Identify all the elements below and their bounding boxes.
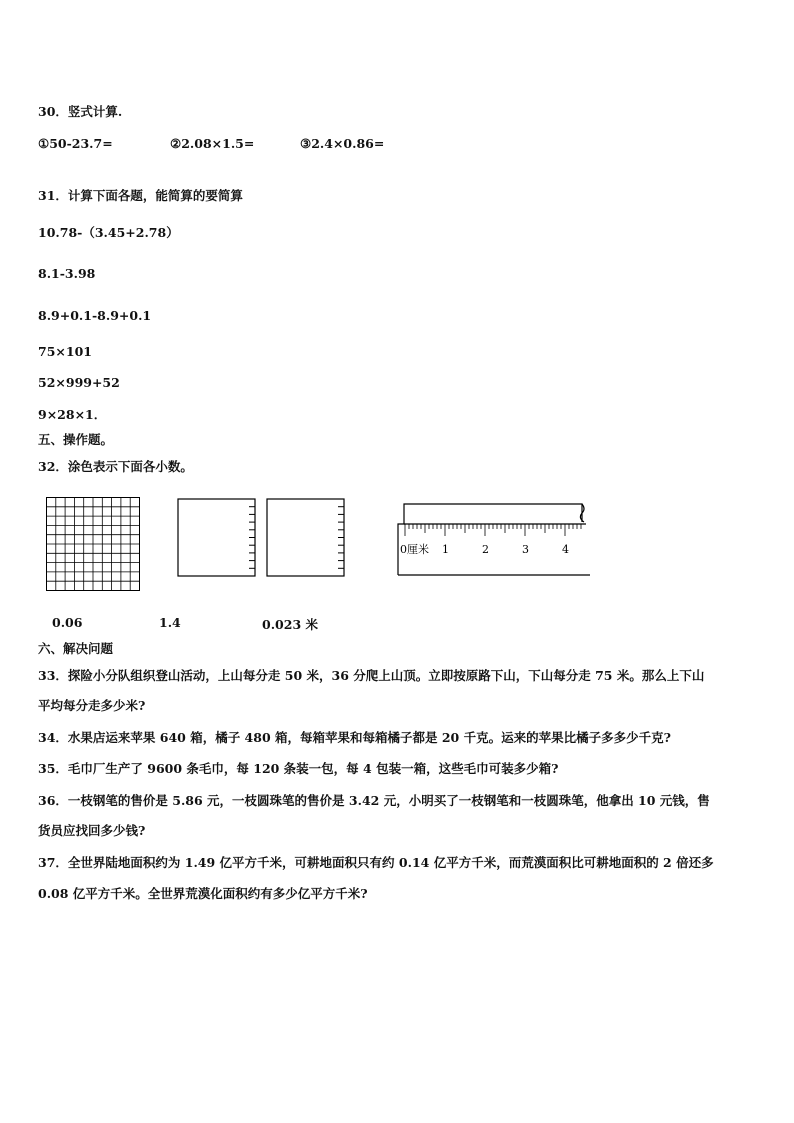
caption-square-1: 1.4 xyxy=(159,615,181,630)
section6-title: 六、解决问题 xyxy=(38,641,114,656)
ruler-label-4: 4 xyxy=(562,543,569,556)
ruler xyxy=(396,502,594,578)
tick-square-2 xyxy=(266,498,346,578)
q36-line-2: 货员应找回多少钱? xyxy=(38,823,146,838)
q30-item-3: ③2.4×0.86= xyxy=(300,136,385,151)
q33-line-2: 平均每分走多少米? xyxy=(38,698,146,713)
q37-line-2: 0.08 亿平方千米。全世界荒漠化面积约有多少亿平方千米? xyxy=(38,886,368,901)
q32-heading: 32．涂色表示下面各小数。 xyxy=(38,459,193,474)
caption-square-2: 0.023 米 xyxy=(262,617,318,632)
q31-item-2: 8.1-3.98 xyxy=(38,266,96,281)
q31-heading: 31．计算下面各题，能简算的要简算 xyxy=(38,188,243,203)
section5-title: 五、操作题。 xyxy=(38,432,114,447)
q30-item-2: ②2.08×1.5= xyxy=(170,136,255,151)
q31-item-5: 52×999+52 xyxy=(38,375,120,390)
q31-item-6: 9×28×1． xyxy=(38,407,107,422)
tick-square-1 xyxy=(177,498,257,578)
q30-item-1: ①50-23.7= xyxy=(38,136,113,151)
q31-item-1: 10.78-（3.45+2.78） xyxy=(38,225,179,240)
q33-line-1: 33．探险小分队组织登山活动，上山每分走 50 米，36 分爬上山顶。立即按原路下山，下山每分走 75 米。那么上下山 xyxy=(38,668,705,683)
q34-line-1: 34．水果店运来苹果 640 箱，橘子 480 箱，每箱苹果和每箱橘子都是 20 千克。运来的苹果比橘子多多少千克? xyxy=(38,730,671,745)
q31-item-3: 8.9+0.1-8.9+0.1 xyxy=(38,308,152,323)
q37-line-1: 37．全世界陆地面积约为 1.49 亿平方千米，可耕地面积只有约 0.14 亿平方千米，而荒漠面积比可耕地面积的 2 倍还多 xyxy=(38,855,714,870)
q35-line-1: 35．毛巾厂生产了 9600 条毛巾，每 120 条装一包，每 4 包装一箱，这些毛巾可装多少箱? xyxy=(38,761,559,776)
hundred-grid xyxy=(46,497,141,592)
caption-grid: 0.06 xyxy=(52,615,83,630)
ruler-label-3: 3 xyxy=(522,543,529,556)
ruler-label-1: 1 xyxy=(442,543,449,556)
q36-line-1: 36．一枝钢笔的售价是 5.86 元，一枝圆珠笔的售价是 3.42 元，小明买了一枝钢笔和一枝圆珠笔，他拿出 10 元钱，售 xyxy=(38,793,710,808)
q30-heading: 30．竖式计算. xyxy=(38,104,123,119)
ruler-label-0: 0厘米 xyxy=(400,543,429,556)
ruler-label-2: 2 xyxy=(482,543,489,556)
q31-item-4: 75×101 xyxy=(38,344,92,359)
